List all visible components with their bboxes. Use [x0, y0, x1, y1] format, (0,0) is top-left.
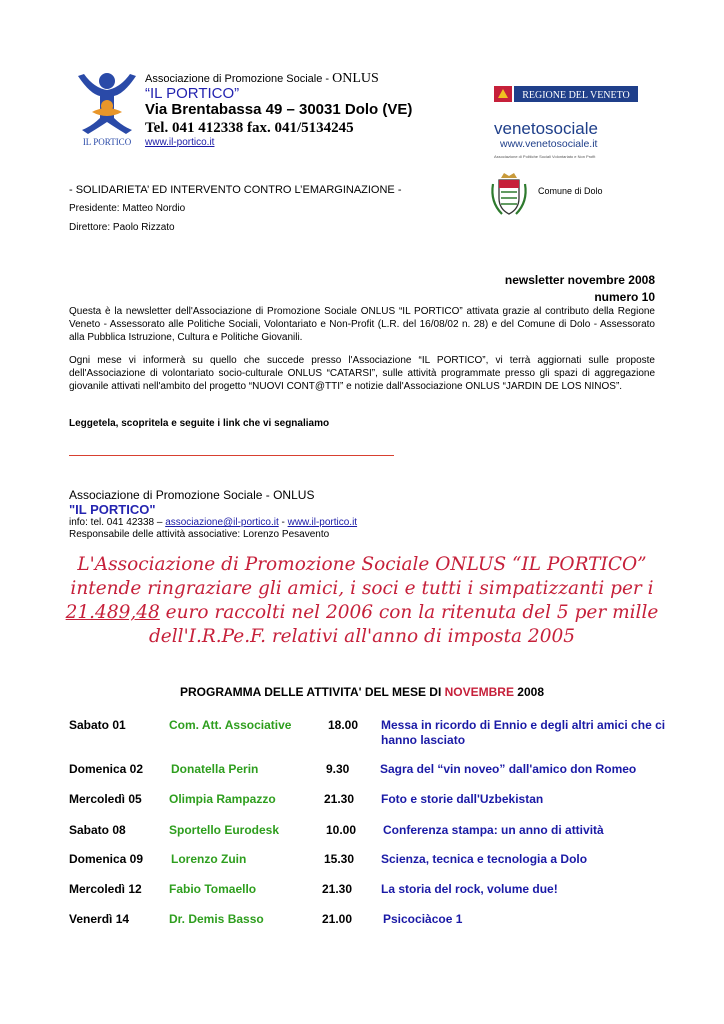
director: Direttore: Paolo Rizzato	[69, 222, 175, 233]
event-title: Scienza, tecnica e tecnologia a Dolo	[381, 852, 588, 866]
contact-name: "IL PORTICO"	[69, 502, 156, 517]
intro-paragraph-2: Ogni mese vi informerà su quello che succede presso l'Associazione “IL PORTICO”, vi terrà aggiornati sulle proposte dell'Associazione di volontariato socio-culturale ONLUS “CATARSI”, sulle attività programmate presso gli spazi di aggregazione giovanile attivati nell'ambito del progetto “NUOVI CONT@TTI” e notizie dall'Associazione ONLUS “JARDIN DE LOS NINOS”.	[69, 355, 655, 392]
event-host: Com. Att. Associative	[169, 718, 292, 732]
event-time: 21.00	[322, 912, 353, 926]
event-day: Venerdì 14	[69, 912, 130, 926]
il-portico-logo	[72, 68, 142, 148]
event-host: Donatella Perin	[171, 762, 259, 776]
event-day: Mercoledì 12	[69, 882, 142, 896]
svg-text:venetosociale: venetosociale	[494, 119, 598, 138]
event-title: Conferenza stampa: un anno di attività	[383, 823, 604, 837]
event-title: Psicociàcoe 1	[383, 912, 463, 926]
event-host: Lorenzo Zuin	[171, 852, 247, 866]
event-row	[0, 718, 724, 748]
regione-veneto-logo	[494, 84, 638, 104]
comune-dolo-crest	[488, 172, 530, 218]
venetosociale-logo	[494, 117, 614, 161]
event-row	[0, 762, 724, 792]
mission-statement: - SOLIDARIETA’ ED INTERVENTO CONTRO L’EMARGINAZIONE -	[69, 184, 402, 196]
newsletter-title: newsletter novembre 2008	[504, 273, 655, 287]
event-row	[0, 792, 724, 822]
header-subtitle: Associazione di Promozione Sociale - ONLUS	[145, 71, 379, 86]
svg-text:REGIONE DEL VENETO: REGIONE DEL VENETO	[522, 90, 630, 101]
event-time: 9.30	[326, 762, 350, 776]
event-row	[0, 882, 724, 912]
president: Presidente: Matteo Nordio	[69, 203, 186, 214]
newsletter-number: numero 10	[594, 290, 655, 304]
event-host: Olimpia Rampazzo	[169, 792, 276, 806]
association-name: “IL PORTICO”	[145, 85, 240, 102]
event-day: Domenica 09	[69, 852, 144, 866]
website-link-header[interactable]	[145, 137, 214, 148]
website-link-contact[interactable]: www.il-portico.it	[287, 517, 358, 528]
thanks-line-2: intende ringraziare gli amici, i soci e tutti i simpatizzanti per i	[70, 578, 654, 599]
event-day: Sabato 08	[69, 823, 126, 837]
event-row	[0, 912, 724, 942]
svg-text:IL PORTICO: IL PORTICO	[82, 137, 132, 147]
contact-subtitle: Associazione di Promozione Sociale - ONLUS	[69, 488, 315, 502]
email-link[interactable]: associazione@il-portico.it	[165, 517, 279, 528]
contact-info: info: tel. 041 42338 – associazione@il-portico.it - www.il-portico.it	[69, 517, 358, 528]
event-row	[0, 852, 724, 882]
event-title: Messa in ricordo di Ennio e degli altri amici che ci hanno lasciato	[381, 718, 666, 747]
event-time: 21.30	[324, 792, 355, 806]
intro-paragraph: Questa è la newsletter dell'Associazione di Promozione Sociale ONLUS “IL PORTICO” attivata grazie al contributo della Regione Veneto - Assessorato alle Politiche Sociali, Volontariato e Non-Profit (L.R. del 16/08/02 n. 28) e del Comune di Dolo - Assessorato alla Pubblica Istruzione, Cultura e Politiche Giovanili.	[69, 306, 655, 343]
thanks-line-4: dell'I.R.Pe.F. relativi all'anno di imposta 2005	[148, 626, 576, 647]
event-host: Dr. Demis Basso	[169, 912, 264, 926]
event-day: Sabato 01	[69, 718, 126, 732]
phone-fax: Tel. 041 412338 fax. 041/5134245	[145, 120, 354, 136]
svg-text:Associazione di Politiche Soci: Associazione di Politiche Sociali Volontariato e Non Profit	[494, 154, 596, 159]
event-row	[0, 823, 724, 853]
event-title: Foto e storie dall'Uzbekistan	[381, 792, 544, 806]
comune-dolo-label: Comune di Dolo	[538, 186, 603, 196]
divider	[69, 455, 394, 456]
event-title: La storia del rock, volume due!	[381, 882, 558, 896]
event-time: 18.00	[328, 718, 359, 732]
event-title: Sagra del “vin noveo” dall'amico don Romeo	[380, 762, 637, 776]
event-time: 15.30	[324, 852, 355, 866]
event-host: Fabio Tomaello	[169, 882, 257, 896]
activities-responsible: Responsabile delle attività associative: Lorenzo Pesavento	[69, 529, 330, 540]
event-time: 10.00	[326, 823, 357, 837]
amount-raised: 21.489,48	[65, 602, 160, 623]
event-day: Mercoledì 05	[69, 792, 142, 806]
read-invitation: Leggetela, scopritela e seguite i link che vi segnaliamo	[69, 418, 330, 429]
thank-you-message	[30, 553, 694, 649]
address: Via Brentabassa 49 – 30031 Dolo (VE)	[145, 101, 413, 118]
thanks-line-3: 21.489,48 euro raccolti nel 2006 con la ritenuta del 5 per mille	[65, 602, 659, 623]
program-title: PROGRAMMA DELLE ATTIVITA' DEL MESE DI NOVEMBRE 2008	[179, 685, 544, 699]
event-day: Domenica 02	[69, 762, 144, 776]
event-time: 21.30	[322, 882, 353, 896]
website-link[interactable]: www.il-portico.it	[145, 137, 215, 148]
svg-text:www.venetosociale.it: www.venetosociale.it	[500, 138, 598, 150]
event-host: Sportello Eurodesk	[169, 823, 280, 837]
thanks-line-1: L'Associazione di Promozione Sociale ONLUS “IL PORTICO”	[77, 554, 647, 575]
